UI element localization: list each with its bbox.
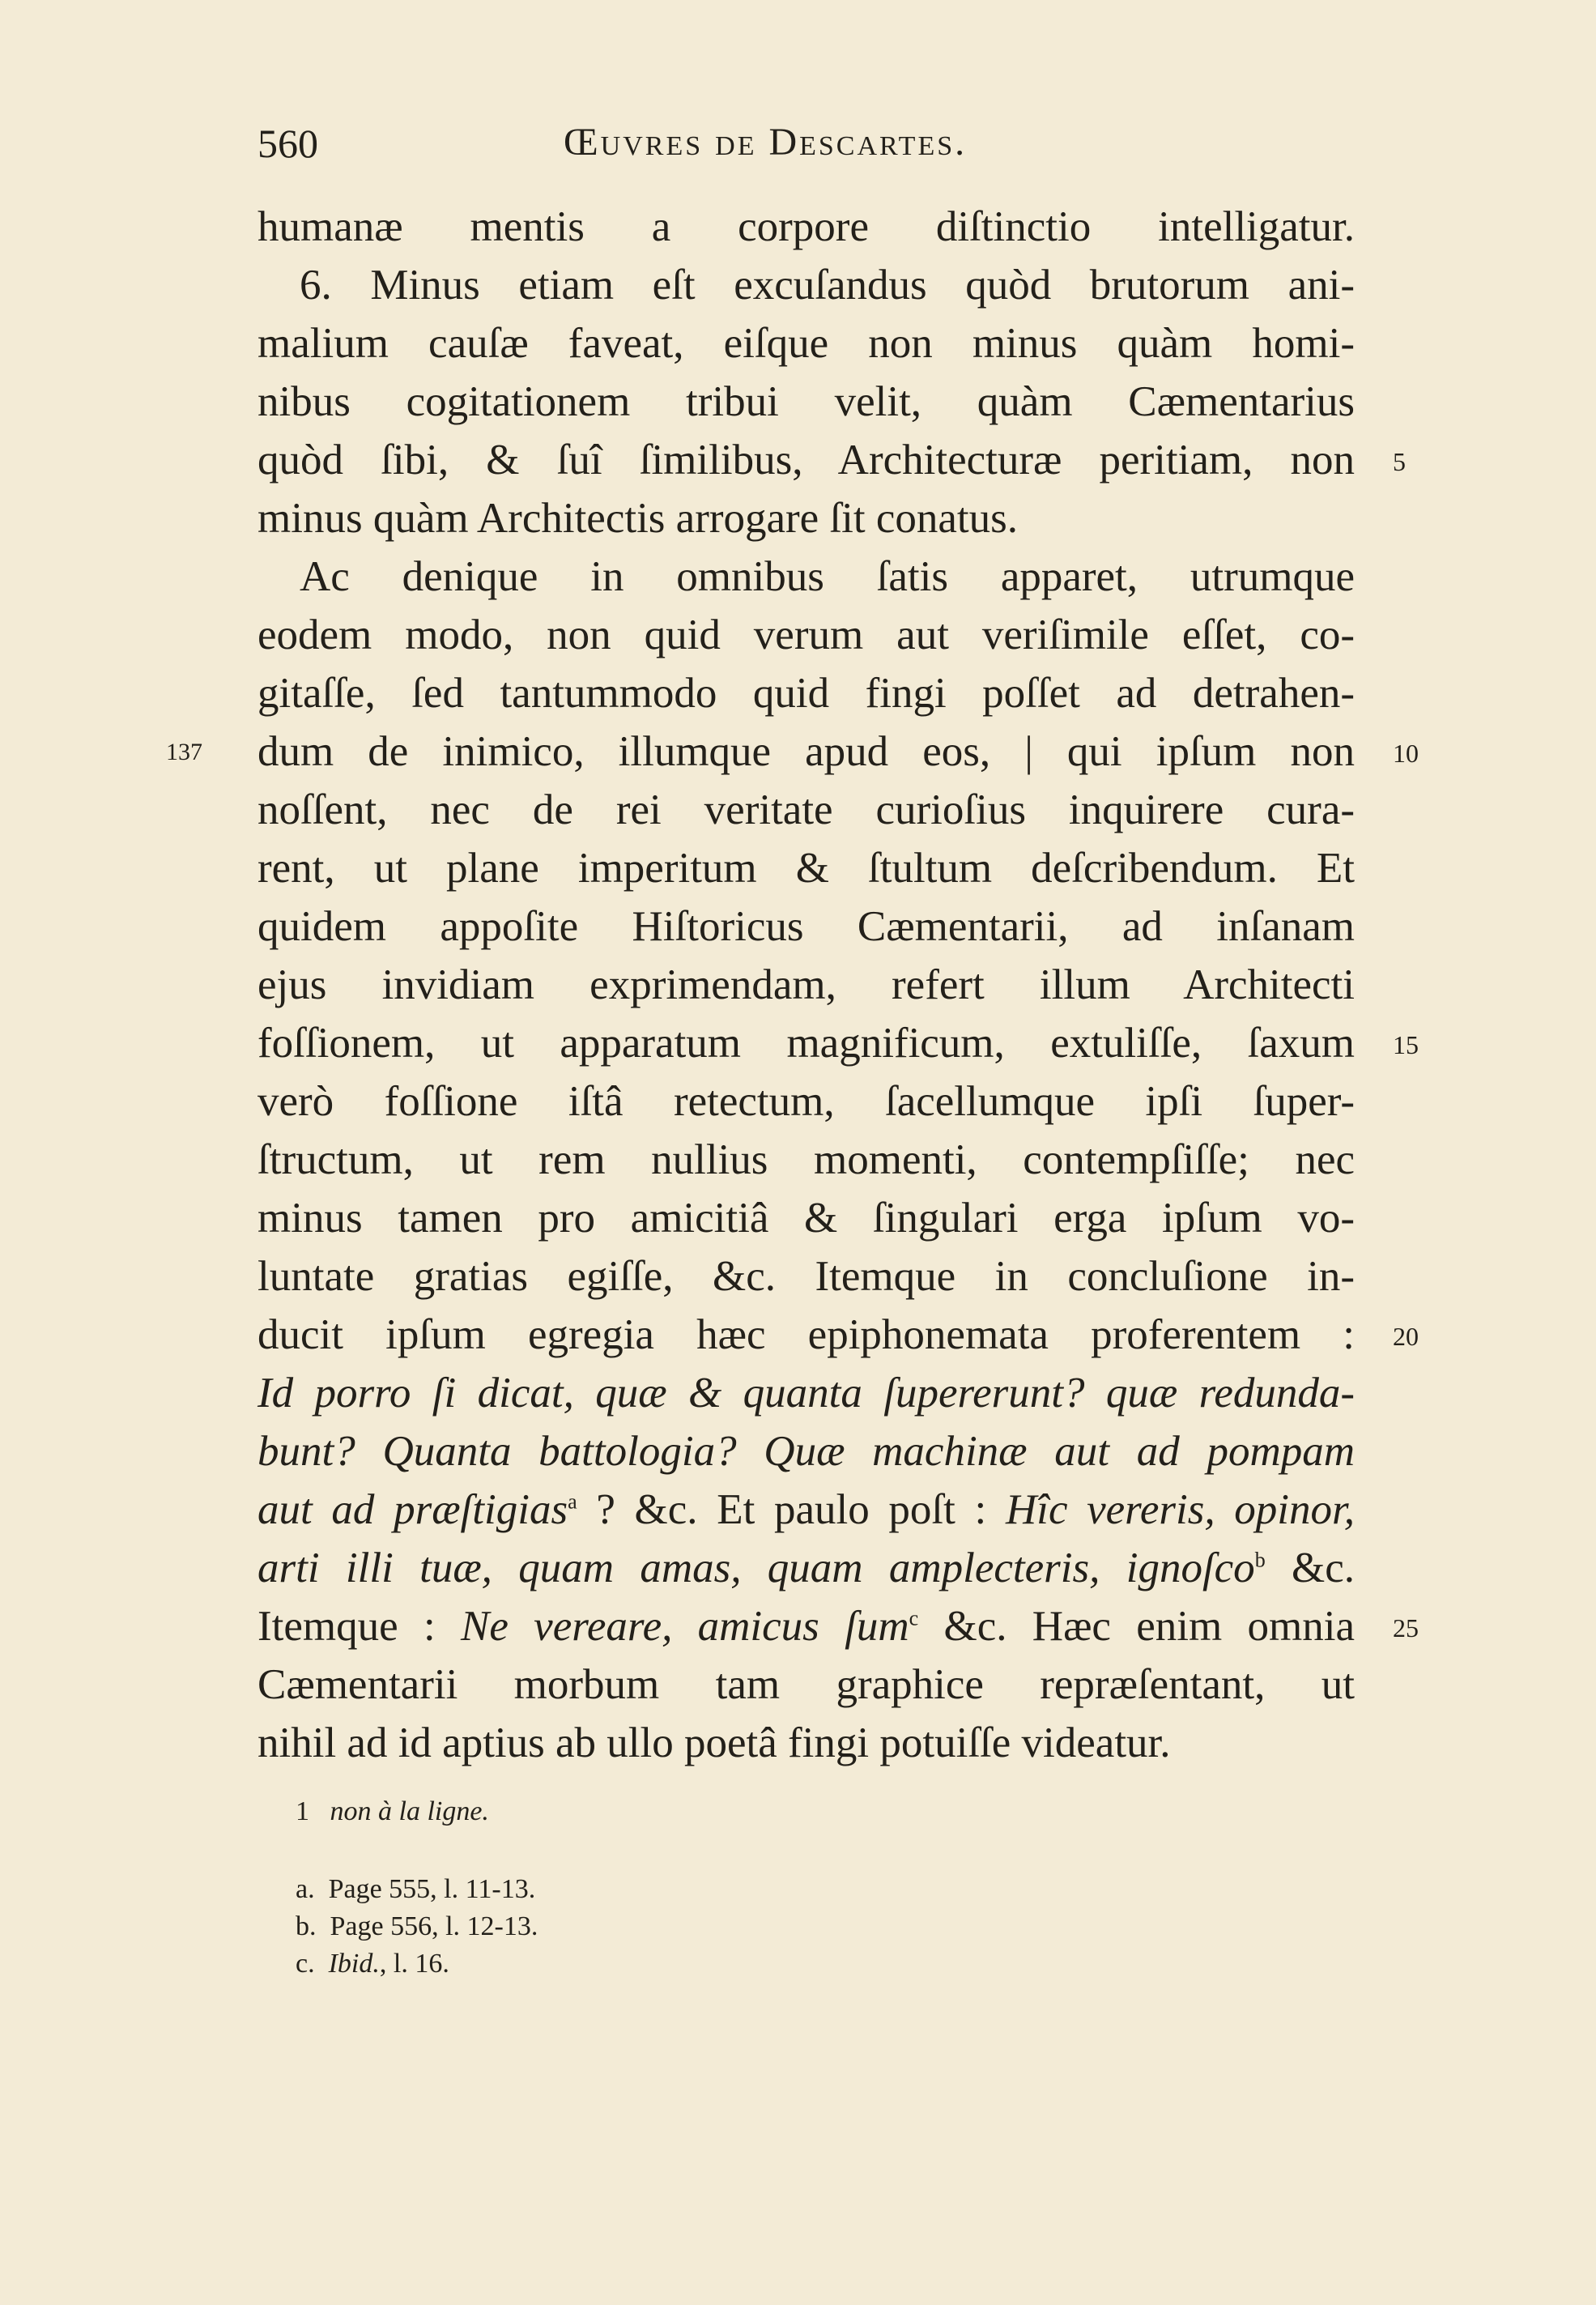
footnotes (296, 1871, 1024, 1983)
text-segment: ſtructum, ut rem nullius momenti, contempſiſſe; nec (257, 1136, 1355, 1183)
text-segment: quòd ſibi, & ſuî ſimilibus, Architecturæ peritiam, non (257, 437, 1355, 484)
text-segment: bunt? Quanta battologia? Quæ machinæ aut ad pompam (257, 1428, 1355, 1475)
variant-note-number: 1 (296, 1796, 309, 1826)
line-number: 5 (1393, 447, 1406, 476)
main-text (257, 198, 1355, 1772)
text-segment: nibus cogitationem tribui velit, quàm Cæmentarius (257, 378, 1355, 425)
text-line (257, 664, 1355, 722)
text-segment: rent, ut plane imperitum & ſtultum deſcribendum. Et (257, 845, 1355, 892)
text-segment: humanæ mentis a corpore diſtinctio intelligatur. (257, 203, 1355, 250)
text-line (257, 198, 1355, 256)
text-segment: luntate gratias egiſſe, &c. Itemque in concluſione in- (257, 1253, 1355, 1300)
text-segment: verò foſſione iſtâ retectum, ſacellumque ipſi ſuper- (257, 1078, 1355, 1125)
text-line (257, 1597, 1355, 1655)
text-segment: quidem appoſite Hiſtoricus Cæmentarii, ad inſanam (257, 903, 1355, 950)
text-segment: malium cauſæ faveat, eiſque non minus quàm homi- (257, 320, 1355, 367)
text-line (257, 956, 1355, 1014)
text-line (257, 1655, 1355, 1714)
text-segment: ducit ipſum egregia hæc epiphonemata proferentem : (257, 1311, 1355, 1358)
footnote (296, 1908, 1024, 1945)
text-segment: minus tamen pro amicitiâ & ſingulari erga ipſum vo- (257, 1195, 1355, 1242)
variant-notes (296, 1792, 1024, 1832)
text-line (257, 1014, 1355, 1072)
text-line (257, 256, 1355, 314)
text-segment: arti illi tuæ, quam amas, quam amplecteris, ignoſco (257, 1544, 1255, 1591)
text-segment: aut ad præſtigias (257, 1486, 568, 1533)
text-line (257, 1364, 1355, 1422)
text-segment: Ac denique in omnibus ſatis apparet, utrumque (300, 553, 1355, 600)
text-segment: 6. Minus etiam eſt excuſandus quòd brutorum ani- (300, 262, 1355, 309)
text-line (257, 1189, 1355, 1247)
text-segment: Ne vereare, amicus ſum (461, 1603, 909, 1650)
text-line (257, 897, 1355, 956)
line-number: 15 (1393, 1030, 1419, 1059)
text-segment: &c. (1265, 1544, 1355, 1591)
text-segment: Cæmentarii morbum tam graphice repræſentant, ut (257, 1661, 1355, 1708)
footnote-ref: c (909, 1606, 919, 1630)
variant-note-text: non à la ligne. (330, 1796, 489, 1826)
running-title: Œuvres de Descartes. (564, 121, 968, 164)
text-line (257, 722, 1355, 781)
text-line (257, 373, 1355, 431)
footnote-text: Page 556, l. 12-13. (330, 1911, 538, 1941)
footnote-mark: b. (296, 1911, 317, 1941)
line-number: 10 (1393, 739, 1419, 768)
running-header (257, 120, 1351, 177)
text-segment: gitaſſe, ſed tantummodo quid fingi poſſet ad detrahen- (257, 670, 1355, 717)
text-line (257, 1247, 1355, 1306)
text-line (257, 489, 1355, 547)
text-segment: Id porro ſi dicat, quæ & quanta ſupererunt? quæ redunda- (257, 1370, 1355, 1417)
text-line (257, 1072, 1355, 1131)
text-segment: eodem modo, non quid verum aut veriſimile eſſet, co- (257, 611, 1355, 658)
footnote-mark: a. (296, 1874, 315, 1904)
page-number: 560 (257, 121, 318, 166)
text-line (257, 431, 1355, 489)
text-line (257, 781, 1355, 839)
text-line (257, 547, 1355, 606)
margin-page-reference: 137 (166, 739, 202, 765)
text-segment: Hîc vereris, opinor, (1005, 1486, 1355, 1533)
text-line (257, 1131, 1355, 1189)
text-segment: noſſent, nec de rei veritate curioſius inquirere cura- (257, 786, 1355, 833)
footnote (296, 1871, 1024, 1908)
footnote-ref: a (568, 1489, 577, 1514)
text-segment: minus quàm Architectis arrogare ſit conatus. (257, 495, 1019, 542)
line-number: 20 (1393, 1322, 1419, 1351)
text-line (257, 839, 1355, 897)
footnote (296, 1945, 1024, 1983)
text-line (257, 1306, 1355, 1364)
footnote-mark: c. (296, 1949, 315, 1979)
text-line (257, 606, 1355, 664)
text-segment: &c. Hæc enim omnia (918, 1603, 1356, 1650)
variant-note (296, 1792, 1024, 1832)
text-segment: ejus invidiam exprimendam, refert illum Architecti (257, 961, 1355, 1008)
text-segment: dum de inimico, illumque apud eos, | qui ipſum non (257, 728, 1355, 775)
line-number: 25 (1393, 1613, 1419, 1642)
text-line (257, 1539, 1355, 1597)
text-segment: nihil ad id aptius ab ullo poetâ fingi potuiſſe videatur. (257, 1719, 1171, 1766)
footnote-ref: b (1254, 1548, 1266, 1572)
text-line (257, 1714, 1355, 1772)
text-segment: foſſionem, ut apparatum magnificum, extuliſſe, ſaxum (257, 1020, 1355, 1067)
footnote-text: , l. 16. (379, 1949, 449, 1979)
footnote-italic: Ibid. (328, 1949, 380, 1979)
text-line (257, 314, 1355, 373)
footnote-text: Page 555, l. 11-13. (328, 1874, 536, 1904)
text-line (257, 1481, 1355, 1539)
text-line (257, 1422, 1355, 1481)
text-segment: Itemque : (257, 1603, 461, 1650)
text-segment: ? &c. Et paulo poſt : (577, 1486, 1006, 1533)
